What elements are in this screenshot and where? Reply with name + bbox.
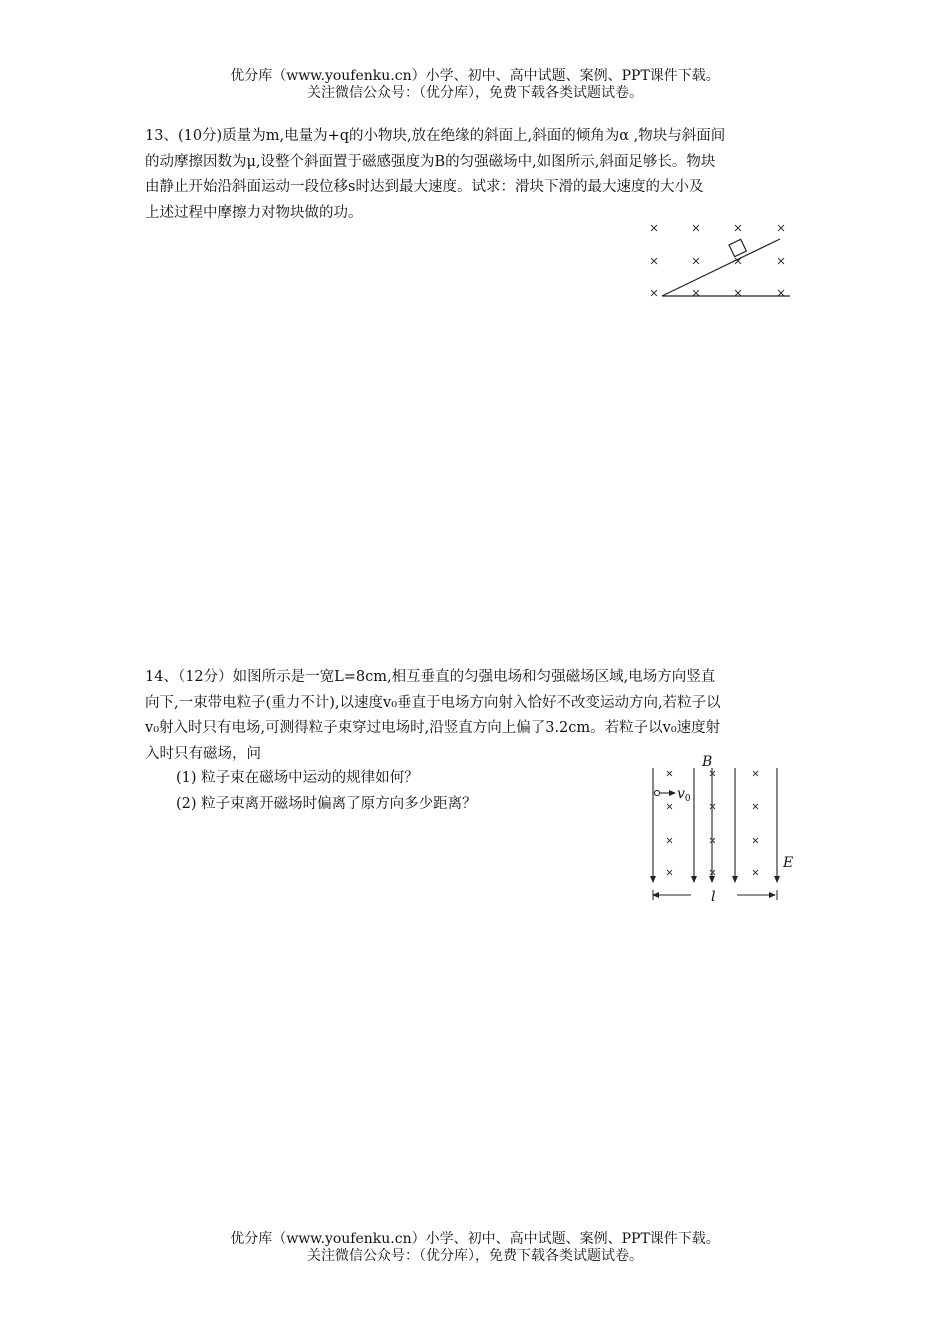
particle-velocity: [654, 786, 691, 804]
electric-field-lines: [653, 768, 777, 882]
page-header: [0, 68, 950, 102]
cross-mark: [778, 290, 784, 296]
cross-mark: [778, 225, 784, 231]
incline-figure: [640, 218, 805, 310]
question-14-line-1: 14、（12分）如图所示是一宽L=8cm,相互垂直的匀强电场和匀强磁场区域,电场方向竖直: [145, 669, 716, 685]
incline-line: [662, 239, 780, 296]
question-14-line-3: v₀射入时只有电场,可测得粒子束穿过电场时,沿竖直方向上偏了3.2cm。若粒子以v₀速度射: [145, 720, 721, 736]
cross-mark: [753, 870, 758, 875]
field-region-figure: [645, 750, 805, 910]
cross-mark: [693, 290, 699, 296]
particle: [654, 790, 659, 795]
cross-mark: [693, 225, 699, 231]
cross-mark: [753, 804, 758, 809]
width-label: l: [711, 889, 716, 905]
question-13-line-3: 由静止开始沿斜面运动一段位移s时达到最大速度。试求：滑块下滑的最大速度的大小及: [145, 179, 704, 195]
velocity-label: $v_0$: [677, 786, 691, 804]
cross-mark: [753, 838, 758, 843]
question-14-line-2: 向下,一束带电粒子(重力不计),以速度v₀垂直于电场方向射入恰好不改变运动方向,若粒子以: [145, 694, 721, 711]
cross-mark: [667, 771, 672, 776]
cross-mark: [778, 258, 784, 264]
cross-mark: [651, 258, 657, 264]
question-13-line-2: 的动摩擦因数为μ,设整个斜面置于磁感强度为B的匀强磁场中,如图所示,斜面足够长。物块: [145, 153, 716, 170]
header-line-2: 关注微信公众号：（优分库），免费下载各类试题试卷。: [307, 85, 643, 101]
cross-mark: [753, 771, 758, 776]
cross-mark: [667, 870, 672, 875]
cross-mark: [651, 290, 657, 296]
page-footer: [0, 1231, 950, 1265]
magnetic-field-label: B: [702, 754, 713, 770]
footer-line-1: 优分库（www.youfenku.cn）小学、初中、高中试题、案例、PPT课件下载。: [230, 1231, 720, 1247]
cross-mark: [667, 804, 672, 809]
footer-line-2: 关注微信公众号：（优分库），免费下载各类试题试卷。: [307, 1248, 643, 1264]
block: [729, 239, 746, 256]
question-14-line-4: 入时只有磁场，问: [145, 745, 261, 762]
cross-mark: [693, 258, 699, 264]
question-13-line-4: 上述过程中摩擦力对物块做的功。: [145, 204, 363, 221]
field-crosses: [651, 225, 784, 296]
subquestion-1: (1) 粒子束在磁场中运动的规律如何？: [176, 770, 419, 786]
cross-mark: [651, 225, 657, 231]
question-14-subquestions: [176, 766, 477, 817]
electric-field-label: E: [783, 855, 794, 871]
header-line-1: 优分库（www.youfenku.cn）小学、初中、高中试题、案例、PPT课件下载。: [230, 68, 720, 84]
question-13-line-1: 13、(10分)质量为m,电量为+q的小物块,放在绝缘的斜面上,斜面的倾角为α ,物块与斜面间: [145, 128, 726, 144]
cross-mark: [735, 225, 741, 231]
question-13: [145, 124, 810, 226]
cross-mark: [667, 838, 672, 843]
subquestion-2: (2) 粒子束离开磁场时偏离了原方向多少距离？: [176, 795, 477, 812]
cross-mark: [735, 290, 741, 296]
